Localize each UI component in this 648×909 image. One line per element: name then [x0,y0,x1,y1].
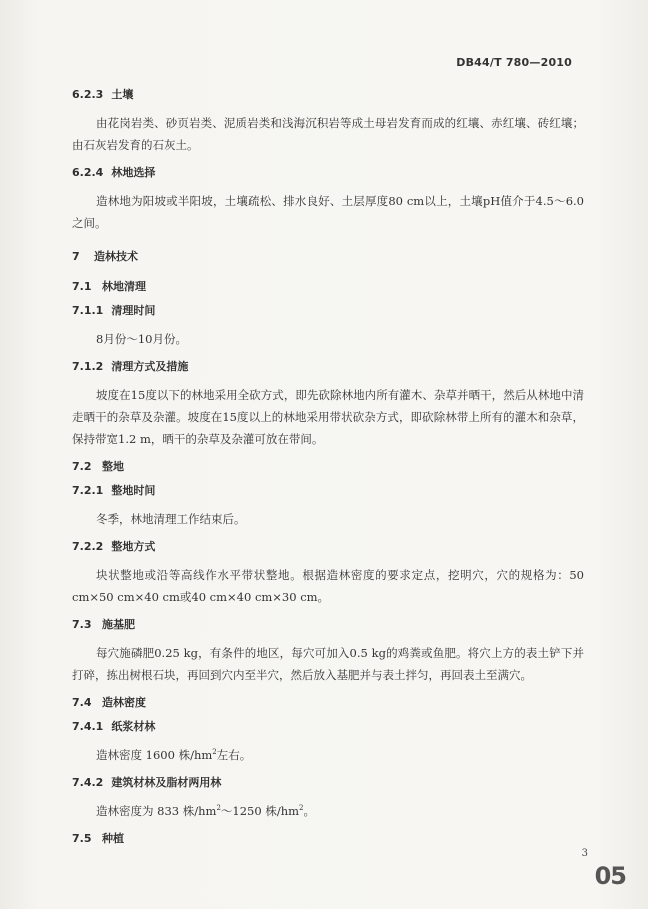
paragraph-timber-density: 造林密度为 833 株$/hm^2\sim 1250$ 株$/hm^2$。 [96,804,315,818]
heading-7-4: 7.4 造林密度 [72,696,146,709]
heading-7-4-2: 7.4.2 建筑材林及脂材两用林 [72,776,222,789]
page-number: 3 [581,848,588,859]
heading-7-2: 7.2 整地 [72,460,124,473]
paragraph-clearing-method: 坡度在15度以下的林地采用全砍方式，即先砍除林地内所有灌木、杂草并晒干，然后从林地中清走晒干的杂草及杂灌。坡度在15度以上的林地采用带状砍杂方式，即砍除林带上所有的灌木和杂草，保持带宽1.2 m，晒干的杂草及杂灌可放在带间。 [72,388,584,446]
heading-7-1: 7.1 林地清理 [72,280,146,293]
paragraph-pulpwood-density: 造林密度 1600 株$/hm^2$左右。 [96,748,252,762]
paragraph-preparation-method: 块状整地或沿等高线作水平带状整地。根据造林密度的要求定点，挖明穴，穴的规格为：50 cm×50 cm×40 cm或40 cm×40 cm×30 cm。 [72,568,584,604]
heading-7-1-2: 7.1.2 清理方式及措施 [72,360,189,373]
heading-7-2-2: 7.2.2 整地方式 [72,540,156,553]
heading-7-5: 7.5 种植 [72,832,124,845]
paragraph-soil: 由花岗岩类、砂页岩类、泥质岩类和浅海沉积岩等成土母岩发育而成的红壤、赤红壤、砖红壤；由石灰岩发育的石灰土。 [72,116,584,152]
heading-7: 7 造林技术 [72,250,138,263]
document-body [72,88,584,846]
heading-6-2-3: 6.2.3 土壤 [72,88,134,101]
paragraph-site-selection: 造林地为阳坡或半阳坡，土壤疏松、排水良好、土层厚度80 cm以上，土壤pH值介于4.5～6.0之间。 [72,194,584,230]
heading-7-4-1: 7.4.1 纸浆材林 [72,720,156,733]
paragraph-clearing-time: 8月份～10月份。 [96,332,187,346]
heading-7-3: 7.3 施基肥 [72,618,135,631]
paragraph-base-fertilizer: 每穴施磷肥0.25 kg，有条件的地区，每穴可加入0.5 kg的鸡粪或鱼肥。将穴上方的表土铲下并打碎，拣出树根石块，再回到穴内至半穴，然后放入基肥并与表土拌匀，再回表土至满穴。 [72,646,584,682]
paragraph-preparation-time: 冬季，林地清理工作结束后。 [96,512,246,526]
heading-6-2-4: 6.2.4 林地选择 [72,166,156,179]
document-code: DB44/T 780—2010 [456,56,572,69]
page-stamp: 05 [594,862,626,890]
heading-7-1-1: 7.1.1 清理时间 [72,304,156,317]
heading-7-2-1: 7.2.1 整地时间 [72,484,156,497]
